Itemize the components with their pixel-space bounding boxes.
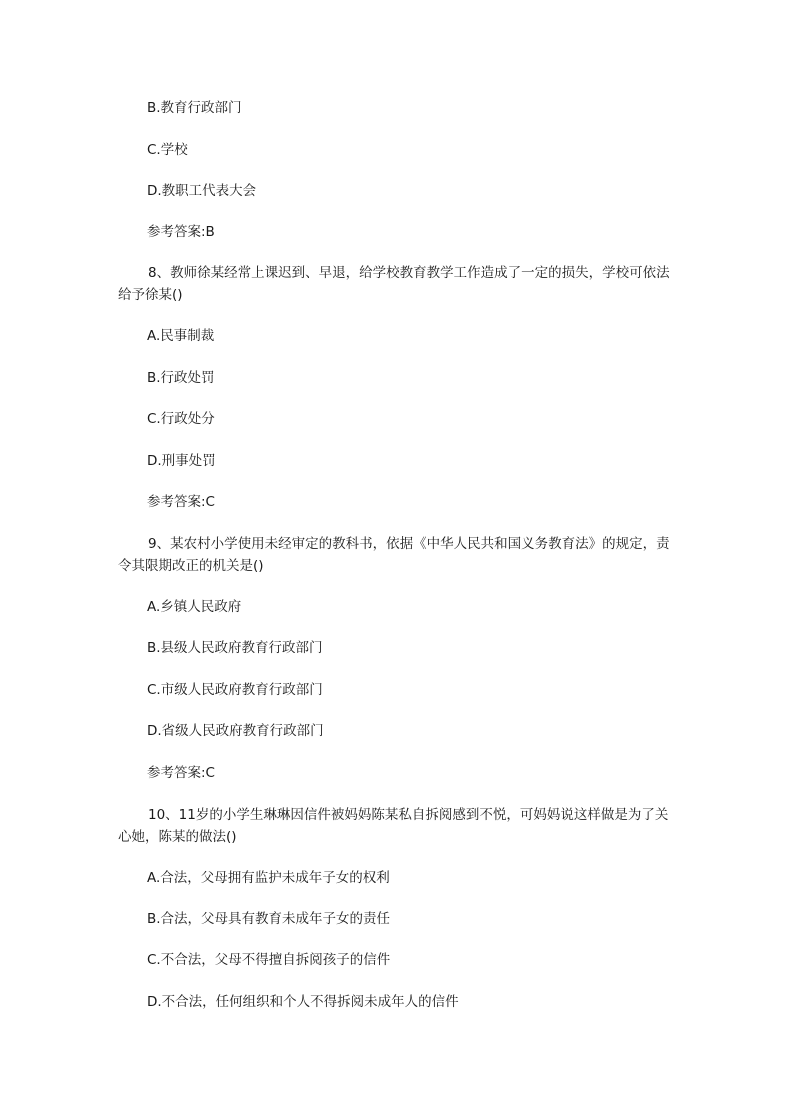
question-9: 9、某农村小学使用未经审定的教科书，依据《中华人民共和国义务教育法》的规定，责令其限期改正的机关是() — [118, 536, 670, 574]
option-a-q9: A.乡镇人民政府 — [147, 599, 242, 615]
question-8: 8、教师徐某经常上课迟到、早退，给学校教育教学工作造成了一定的损失，学校可依法给予徐某() — [118, 265, 670, 303]
option-c-q7: C.学校 — [147, 142, 188, 158]
option-a-q8: A.民事制裁 — [147, 328, 215, 344]
option-d-q7: D.教职工代表大会 — [147, 183, 257, 199]
option-d-q10: D.不合法，任何组织和个人不得拆阅未成年人的信件 — [147, 994, 459, 1010]
option-d-q9: D.省级人民政府教育行政部门 — [147, 723, 324, 739]
option-d-q8: D.刑事处罚 — [147, 453, 216, 469]
option-b-q10: B.合法，父母具有教育未成年子女的责任 — [147, 911, 391, 927]
option-c-q10: C.不合法，父母不得擅自拆阅孩子的信件 — [147, 952, 391, 968]
option-b-q9: B.县级人民政府教育行政部门 — [147, 640, 323, 656]
answer-q7: 参考答案:B — [147, 224, 215, 240]
option-b-q7: B.教育行政部门 — [147, 100, 242, 116]
option-c-q8: C.行政处分 — [147, 411, 215, 427]
option-c-q9: C.市级人民政府教育行政部门 — [147, 682, 323, 698]
answer-q9: 参考答案:C — [147, 765, 215, 781]
question-10: 10、11岁的小学生琳琳因信件被妈妈陈某私自拆阅感到不悦，可妈妈说这样做是为了关心她，陈某的做法() — [118, 807, 669, 845]
answer-q8: 参考答案:C — [147, 494, 215, 510]
option-b-q8: B.行政处罚 — [147, 370, 215, 386]
option-a-q10: A.合法，父母拥有监护未成年子女的权利 — [147, 870, 390, 886]
